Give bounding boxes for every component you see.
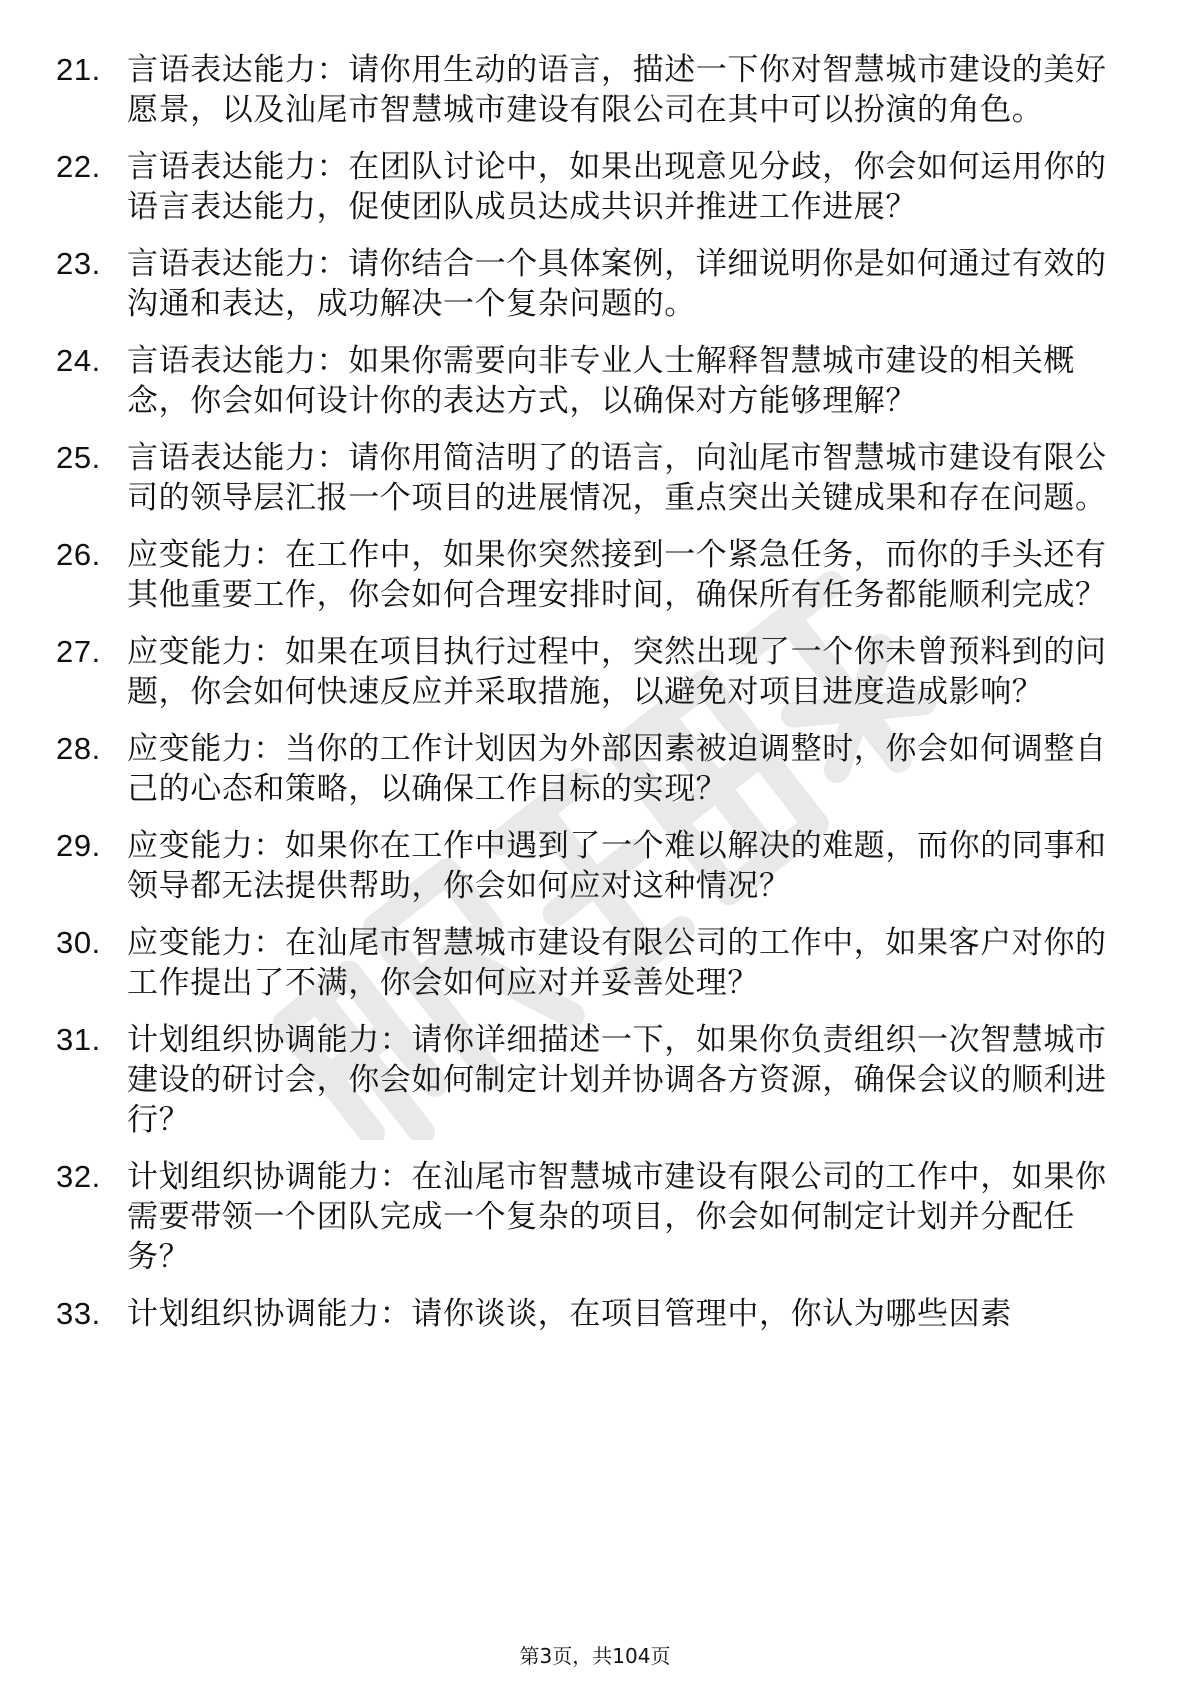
question-text: 言语表达能力：如果你需要向非专业人士解释智慧城市建设的相关概念，你会如何设计你的表达方式，以确保对方能够理解？ xyxy=(127,343,1075,419)
question-text: 计划组织协调能力：请你谈谈，在项目管理中，你认为哪些因素 xyxy=(127,1296,1012,1332)
question-number: 33. xyxy=(56,1296,101,1331)
question-text: 计划组织协调能力：在汕尾市智慧城市建设有限公司的工作中，如果你需要带领一个团队完成一个复杂的项目，你会如何制定计划并分配任务？ xyxy=(127,1159,1107,1275)
list-item xyxy=(0,1020,1190,1140)
question-text: 应变能力：在工作中，如果你突然接到一个紧急任务，而你的手头还有其他重要工作，你会如何合理安排时间，确保所有任务都能顺利完成？ xyxy=(127,537,1107,613)
list-item xyxy=(0,438,1190,518)
question-text: 言语表达能力：请你用生动的语言，描述一下你对智慧城市建设的美好愿景，以及汕尾市智慧城市建设有限公司在其中可以扮演的角色。 xyxy=(127,52,1107,128)
list-item xyxy=(0,147,1190,227)
list-item xyxy=(0,50,1190,130)
question-text: 言语表达能力：请你结合一个具体案例，详细说明你是如何通过有效的沟通和表达，成功解决一个复杂问题的。 xyxy=(127,246,1107,322)
question-text: 计划组织协调能力：请你详细描述一下，如果你负责组织一次智慧城市建设的研讨会，你会如何制定计划并协调各方资源，确保会议的顺利进行？ xyxy=(127,1022,1107,1138)
question-number: 24. xyxy=(56,343,101,378)
question-number: 31. xyxy=(56,1022,101,1057)
question-number: 25. xyxy=(56,440,101,475)
list-item xyxy=(0,341,1190,421)
question-text: 言语表达能力：请你用简洁明了的语言，向汕尾市智慧城市建设有限公司的领导层汇报一个项目的进展情况，重点突出关键成果和存在问题。 xyxy=(127,440,1107,516)
question-number: 23. xyxy=(56,246,101,281)
question-text: 应变能力：如果你在工作中遇到了一个难以解决的难题，而你的同事和领导都无法提供帮助，你会如何应对这种情况？ xyxy=(127,828,1107,904)
list-item xyxy=(0,244,1190,324)
list-item xyxy=(0,923,1190,1003)
list-item xyxy=(0,632,1190,712)
question-text: 应变能力：在汕尾市智慧城市建设有限公司的工作中，如果客户对你的工作提出了不满，你会如何应对并妥善处理？ xyxy=(127,925,1107,1001)
question-text: 应变能力：如果在项目执行过程中，突然出现了一个你未曾预料到的问题，你会如何快速反应并采取措施，以避免对项目进度造成影响？ xyxy=(127,634,1107,710)
question-text: 言语表达能力：在团队讨论中，如果出现意见分歧，你会如何运用你的语言表达能力，促使团队成员达成共识并推进工作进展？ xyxy=(127,149,1107,225)
list-item xyxy=(0,826,1190,906)
list-item xyxy=(0,1157,1190,1277)
page-number: 第3页，共104页 xyxy=(519,1644,671,1668)
question-number: 21. xyxy=(56,52,101,87)
list-item xyxy=(0,729,1190,809)
list-item xyxy=(0,1294,1190,1334)
question-number: 27. xyxy=(56,634,101,669)
question-number: 29. xyxy=(56,828,101,863)
question-number: 22. xyxy=(56,149,101,184)
question-number: 26. xyxy=(56,537,101,572)
question-number: 32. xyxy=(56,1159,101,1194)
question-number: 28. xyxy=(56,731,101,766)
question-number: 30. xyxy=(56,925,101,960)
question-list xyxy=(0,50,1190,1351)
question-text: 应变能力：当你的工作计划因为外部因素被迫调整时，你会如何调整自己的心态和策略，以确保工作目标的实现？ xyxy=(127,731,1107,807)
list-item xyxy=(0,535,1190,615)
